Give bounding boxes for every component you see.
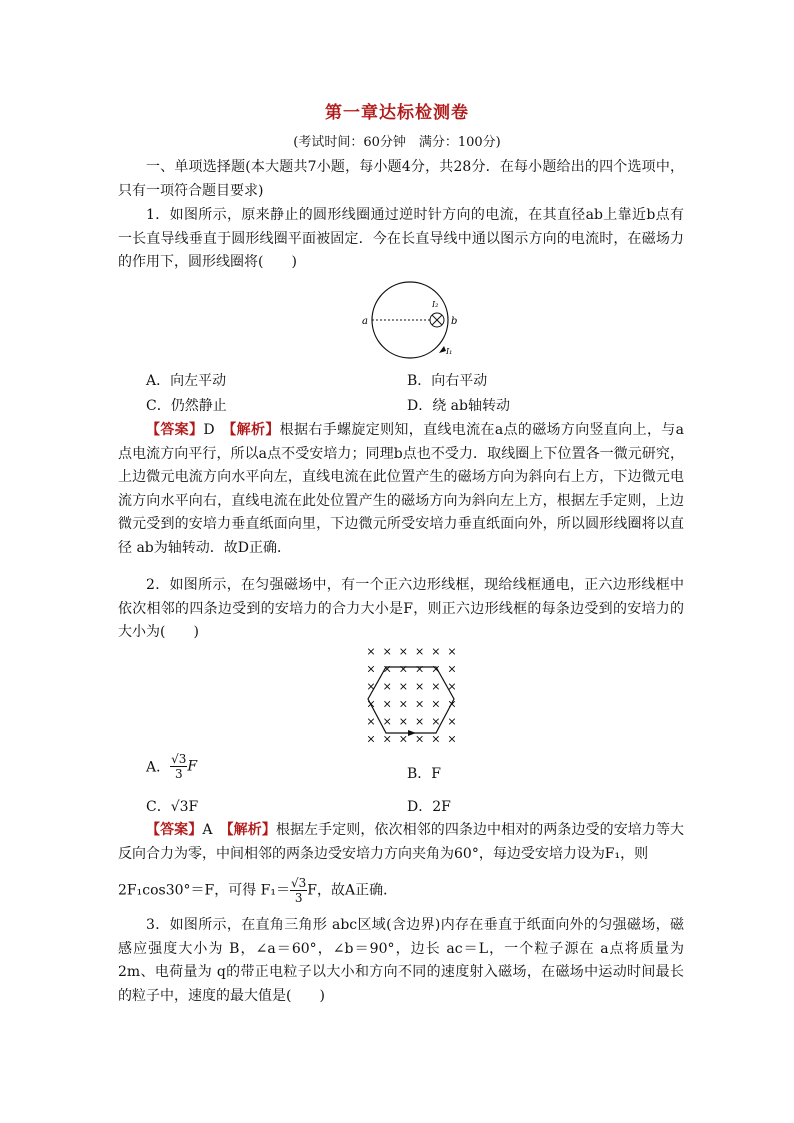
field-cross-icon: × bbox=[447, 732, 457, 746]
field-cross-icon: × bbox=[447, 680, 457, 693]
answer-tag: 【答案】 bbox=[146, 822, 203, 838]
field-cross-icon: × bbox=[366, 732, 376, 746]
field-cross-icon: × bbox=[398, 680, 409, 693]
answer-value: D bbox=[203, 422, 215, 438]
label-i1: I₁ bbox=[446, 347, 453, 356]
field-cross-icon: × bbox=[447, 715, 457, 728]
field-cross-icon: × bbox=[398, 645, 409, 658]
question-1-figure bbox=[360, 280, 470, 360]
field-cross-icon: × bbox=[431, 732, 441, 746]
field-cross-icon: × bbox=[447, 645, 457, 658]
field-cross-icon: × bbox=[366, 645, 376, 658]
q1-option-a: A．向左平动 bbox=[146, 373, 227, 389]
current-arrow-icon bbox=[439, 346, 446, 353]
label-a: a bbox=[362, 316, 368, 327]
fraction-numerator: √3 bbox=[291, 876, 307, 890]
field-cross-icon: × bbox=[366, 715, 376, 728]
q1-option-c: C．仍然静止 bbox=[146, 398, 227, 414]
answer-value: A bbox=[202, 822, 213, 838]
q2-answer bbox=[118, 819, 684, 866]
q1-option-d: D．绕 ab轴转动 bbox=[407, 398, 510, 414]
label-i2: I₂ bbox=[432, 300, 439, 309]
field-cross-icon: × bbox=[447, 662, 457, 676]
field-cross-icon: × bbox=[382, 697, 392, 711]
analysis-text: 根据左手定则，依次相邻的四条边中相对的两条边受的安培力等大反向合力为零，中间相邻的两条边受安培力方向夹角为60°，每边受安培力设为F₁，则 bbox=[118, 822, 685, 862]
hexagon-frame bbox=[368, 667, 457, 733]
field-cross-icon: × bbox=[398, 732, 409, 746]
magnetic-field-crosses bbox=[366, 645, 456, 746]
analysis-text: 根据右手螺旋定则知，直线电流在a点的磁场方向竖直向上，与a点电流方向平行，所以a点不受安培力；同理b点也不受力．取线圈上下位置各一微元研究，上边微元电流方向水平向左，直线电流在此位置产生的磁场方向为斜向右上方，下边微元电流方向水平向右，直线电流在此处位置产生的磁场方向为斜向左上方，根据左手定则，上边微元受到的安培力垂直纸面向里，下边微元所受安培力垂直纸面向外，所以圆形线圈将以直径 ab为轴转动．故D正确． bbox=[118, 422, 684, 556]
q2-option-b: B．F bbox=[407, 766, 442, 782]
question-2-figure bbox=[362, 643, 462, 747]
field-cross-icon: × bbox=[382, 680, 392, 693]
exam-info: (考试时间：60分钟 满分：100分) bbox=[293, 135, 501, 150]
question-3-stem: 3．如图所示，在直角三角形 abc区域(含边界)内存在垂直于纸面向外的匀强磁场，磁感应强度大小为 B，∠a＝60°，∠b＝90°，边长 ac＝L，一个粒子源在 a点将质量为 2m、电荷量为 q的带正电粒子以大小和方向不同的速度射入磁场，在磁场中运动时间最长的粒子中，速度的最大值是( ) bbox=[118, 917, 684, 1004]
field-cross-icon: × bbox=[366, 680, 376, 693]
q1-option-b: B．向右平动 bbox=[407, 373, 488, 389]
fraction-denominator: 3 bbox=[294, 891, 303, 905]
field-cross-icon: × bbox=[398, 715, 409, 728]
analysis-tag: 【解析】 bbox=[229, 422, 280, 438]
field-cross-icon: × bbox=[431, 680, 441, 693]
page-title: 第一章达标检测卷 bbox=[325, 103, 469, 123]
field-cross-icon: × bbox=[398, 662, 409, 676]
field-cross-icon: × bbox=[447, 697, 457, 711]
q1-answer bbox=[118, 419, 684, 560]
field-cross-icon: × bbox=[366, 662, 376, 676]
q2-option-a: A． $\frac{√3}{3}$ F bbox=[146, 752, 198, 781]
field-cross-icon: × bbox=[414, 715, 425, 728]
field-cross-icon: × bbox=[382, 662, 392, 676]
field-cross-icon: × bbox=[414, 732, 425, 746]
field-cross-icon: × bbox=[414, 645, 425, 658]
section-heading: 一、单项选择题(本大题共7小题，每小题4分，共28分．在每小题给出的四个选项中，只有一项符合题目要求) bbox=[118, 159, 684, 199]
field-cross-icon: × bbox=[431, 645, 441, 658]
question-1-stem: 1．如图所示，原来静止的圆形线圈通过逆时针方向的电流，在其直径ab上靠近b点有一长直导线垂直于圆形线圈平面被固定．今在长直导线中通以图示方向的电流时，在磁场力的作用下，圆形线圈将( ) bbox=[118, 207, 684, 270]
fraction-numerator: √3 bbox=[171, 752, 187, 766]
field-cross-icon: × bbox=[431, 662, 441, 676]
question-2-stem: 2．如图所示，在匀强磁场中，有一个正六边形线框，现给线框通电，正六边形线框中依次相邻的四条边受到的安培力的合力大小是F，则正六边形线框的每条边受到的安培力的大小为( ) bbox=[118, 577, 684, 640]
field-cross-icon: × bbox=[414, 662, 425, 676]
field-cross-icon: × bbox=[414, 697, 425, 711]
field-cross-icon: × bbox=[431, 697, 441, 711]
field-cross-icon: × bbox=[431, 715, 441, 728]
field-cross-icon: × bbox=[382, 715, 392, 728]
field-cross-icon: × bbox=[382, 732, 392, 746]
label-b: b bbox=[451, 316, 458, 327]
field-cross-icon: × bbox=[414, 680, 425, 693]
q2-analysis-end: 2F₁cos30°＝F，可得 F₁＝ $\frac{√3}{3}$ F，故A正确． bbox=[118, 876, 398, 905]
field-cross-icon: × bbox=[398, 697, 409, 711]
q2-option-d: D．2F bbox=[407, 799, 451, 815]
field-cross-icon: × bbox=[366, 697, 376, 711]
analysis-tag: 【解析】 bbox=[226, 822, 276, 838]
answer-tag: 【答案】 bbox=[146, 422, 204, 438]
q2-option-c: C．√3F bbox=[146, 799, 199, 815]
field-cross-icon: × bbox=[382, 645, 392, 658]
fraction-denominator: 3 bbox=[174, 767, 183, 781]
